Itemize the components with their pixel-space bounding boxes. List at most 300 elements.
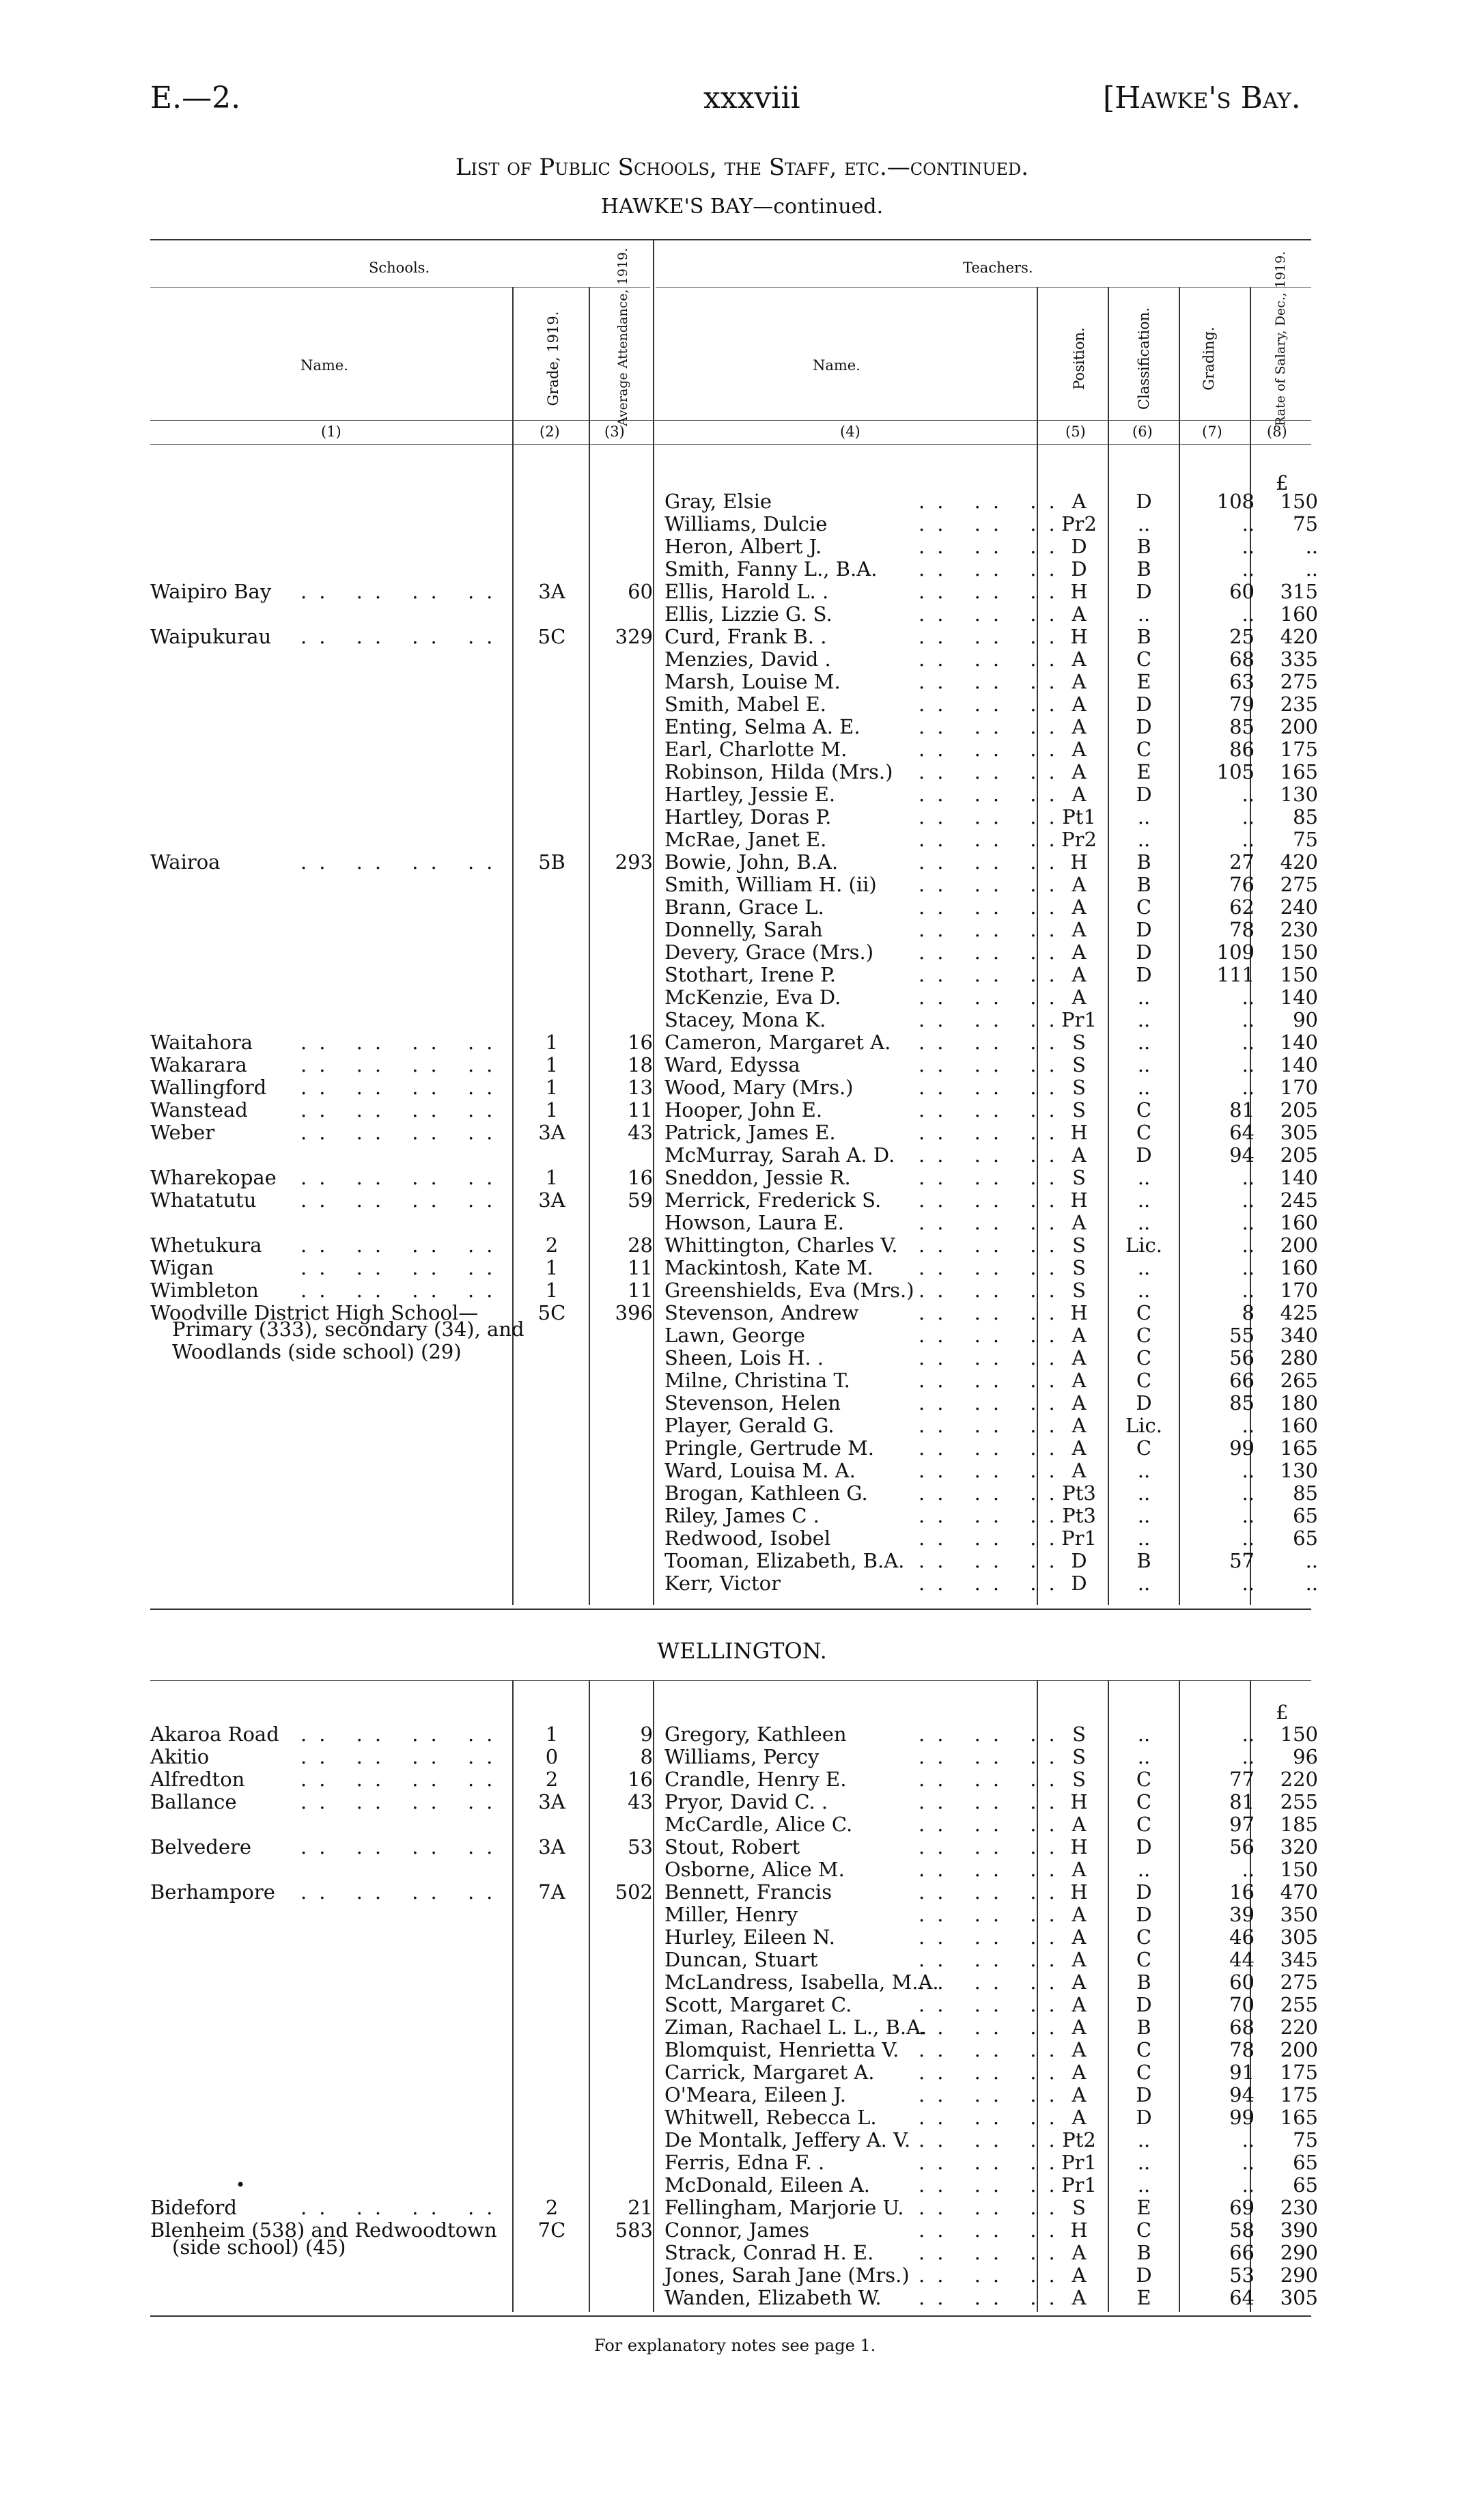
footer-note: For explanatory notes see page 1. (594, 2336, 876, 2355)
leader-dots: .. .. .. (919, 1436, 1067, 1460)
teacher-name: Donnelly, Sarah (664, 918, 823, 941)
salary: 170 (1280, 1076, 1318, 1099)
teacher-name: Enting, Selma A. E. (664, 715, 860, 738)
teacher-name: Gray, Elsie (664, 490, 772, 513)
table-row (0, 581, 1484, 603)
teacher-name: Scott, Margaret C. (664, 1993, 852, 2016)
salary: 150 (1280, 1858, 1318, 1881)
classification: C (1136, 738, 1152, 761)
salary: 85 (1293, 1481, 1318, 1505)
teacher-name: Menzies, David . (664, 647, 831, 671)
position: D (1071, 1549, 1087, 1572)
classification: .. (1137, 986, 1151, 1009)
grading: 68 (1229, 647, 1255, 671)
teacher-name: Bennett, Francis (664, 1880, 832, 1904)
salary: 140 (1280, 986, 1318, 1009)
grading: .. (1242, 1745, 1255, 1768)
position: S (1072, 1723, 1086, 1746)
table-row (0, 1746, 1484, 1768)
position: A (1072, 2038, 1087, 2061)
grading: .. (1242, 1858, 1255, 1881)
currency-symbol: £ (1276, 471, 1289, 495)
table-row (0, 513, 1484, 535)
leader-dots: .. .. .. (919, 760, 1067, 783)
attendance: 583 (615, 2218, 653, 2242)
salary-heading: Rate of Salary, Dec., 1919. (1273, 251, 1288, 426)
teacher-name: Sheen, Lois H. . (664, 1346, 824, 1369)
classification: B (1136, 625, 1151, 648)
grading: 85 (1229, 715, 1255, 738)
table-row (0, 851, 1484, 874)
schools-group-heading: Schools. (369, 260, 430, 276)
salary: 160 (1280, 1211, 1318, 1234)
grading: 109 (1216, 941, 1255, 964)
table-row (0, 603, 1484, 626)
classification: D (1136, 963, 1152, 986)
classification: C (1136, 1098, 1152, 1122)
table-row (0, 1994, 1484, 2016)
position: Pr1 (1061, 1527, 1097, 1550)
classification: B (1136, 873, 1151, 896)
school-name: Akaroa Road (150, 1723, 279, 1746)
grading: .. (1242, 535, 1255, 558)
salary: 185 (1280, 1813, 1318, 1836)
classification: .. (1137, 1723, 1151, 1746)
grading: 78 (1229, 918, 1255, 941)
grade: 2 (545, 2196, 559, 2219)
table-row (0, 626, 1484, 648)
teacher-name: Fellingham, Marjorie U. (664, 2196, 904, 2219)
classification: E (1136, 2286, 1151, 2309)
schools-group-rule (150, 287, 650, 288)
grading: 79 (1229, 693, 1255, 716)
leader-dots: .. .. .. (919, 1121, 1067, 1144)
grading: 77 (1229, 1768, 1255, 1791)
salary: 175 (1280, 738, 1318, 761)
classification: Lic. (1125, 1414, 1162, 1437)
leader-dots: .. .. .. (919, 2038, 1067, 2061)
attendance: 59 (628, 1188, 653, 1212)
salary: 140 (1280, 1166, 1318, 1189)
stray-mark: • (236, 2175, 246, 2195)
table-row (0, 828, 1484, 851)
classification-heading: Classification. (1136, 307, 1152, 410)
teacher-name: De Montalk, Jeffery A. V. (664, 2128, 911, 2151)
leader-dots: .. .. .. (919, 1723, 1067, 1746)
position: Pr1 (1061, 1008, 1097, 1031)
attendance: 60 (628, 580, 653, 603)
school-name: Berhampore (150, 1880, 275, 1904)
salary: 130 (1280, 1459, 1318, 1482)
school-name: Akitio (150, 1745, 210, 1768)
position: A (1072, 1346, 1087, 1369)
teacher-name: Hartley, Doras P. (664, 805, 832, 828)
salary: .. (1305, 1572, 1318, 1595)
position: S (1072, 1166, 1086, 1189)
grade: 1 (545, 1166, 559, 1189)
salary: 90 (1293, 1008, 1318, 1031)
teacher-name: Earl, Charlotte M. (664, 738, 848, 761)
teacher-name: McLandress, Isabella, M.A. (664, 1970, 939, 1994)
attendance: 9 (640, 1723, 653, 1746)
grade: 1 (545, 1053, 559, 1076)
grade: 1 (545, 1256, 559, 1279)
leader-dots: .. .. .. .. (300, 1835, 505, 1858)
position: Pt3 (1062, 1504, 1096, 1527)
leader-dots: .. .. .. (919, 783, 1067, 806)
attendance: 502 (615, 1880, 653, 1904)
col-number-2: (2) (540, 423, 560, 440)
position: A (1072, 1369, 1087, 1392)
leader-dots: .. .. .. .. (300, 2196, 505, 2219)
grading: .. (1242, 1256, 1255, 1279)
table-row (0, 1550, 1484, 1572)
school-name: Waitahora (150, 1031, 253, 1054)
classification: B (1136, 535, 1151, 558)
classification: .. (1137, 1527, 1151, 1550)
table-row (0, 1076, 1484, 1099)
grading: .. (1242, 1481, 1255, 1505)
leader-dots: .. .. .. (919, 1903, 1067, 1926)
leader-dots: .. .. .. (919, 2016, 1067, 2039)
salary: 390 (1280, 2218, 1318, 2242)
leader-dots: .. .. .. (919, 1234, 1067, 1257)
teacher-name: Patrick, James E. (664, 1121, 836, 1144)
position: Pr1 (1061, 2151, 1097, 2174)
position: A (1072, 783, 1087, 806)
leader-dots: .. .. .. (919, 1301, 1067, 1324)
leader-dots: .. .. .. (919, 1143, 1067, 1167)
table-row (0, 1836, 1484, 1858)
grading: 55 (1229, 1324, 1255, 1347)
school-name: Belvedere (150, 1835, 252, 1858)
classification: .. (1137, 2128, 1151, 2151)
col-number-4: (4) (840, 423, 860, 440)
table-row (0, 2151, 1484, 2174)
table-row (0, 1858, 1484, 1881)
leader-dots: .. .. .. (919, 895, 1067, 919)
classification: C (1136, 1436, 1152, 1460)
teacher-name: Brogan, Kathleen G. (664, 1481, 868, 1505)
leader-dots: .. .. .. (919, 2218, 1067, 2242)
school-name: Bideford (150, 2196, 237, 2219)
position: A (1072, 986, 1087, 1009)
classification: D (1136, 918, 1152, 941)
position: D (1071, 535, 1087, 558)
table-row (0, 2039, 1484, 2061)
attendance: 16 (628, 1031, 653, 1054)
salary: 425 (1280, 1301, 1318, 1324)
table-row (0, 1437, 1484, 1460)
grading: 70 (1229, 1993, 1255, 2016)
position: A (1072, 941, 1087, 964)
salary: 85 (1293, 805, 1318, 828)
salary: 160 (1280, 1414, 1318, 1437)
school-name-heading: Name. (300, 357, 348, 374)
teacher-name: Gregory, Kathleen (664, 1723, 847, 1746)
table-row (0, 1482, 1484, 1505)
leader-dots: .. .. .. (919, 738, 1067, 761)
position: S (1072, 1279, 1086, 1302)
teacher-name: Duncan, Stuart (664, 1948, 818, 1971)
position: A (1072, 490, 1087, 513)
attendance: 8 (640, 1745, 653, 1768)
grading: 27 (1229, 850, 1255, 874)
leader-dots: .. .. .. (919, 647, 1067, 671)
leader-dots: .. .. .. (919, 1459, 1067, 1482)
table-row (0, 783, 1484, 806)
grading: .. (1242, 1188, 1255, 1212)
salary: 140 (1280, 1053, 1318, 1076)
leader-dots: .. .. .. .. (300, 1053, 505, 1076)
leader-dots: .. .. .. .. (300, 625, 505, 648)
leader-dots: .. .. .. (919, 2196, 1067, 2219)
salary: 275 (1280, 873, 1318, 896)
classification: D (1136, 2106, 1152, 2129)
salary: 75 (1293, 828, 1318, 851)
classification: C (1136, 647, 1152, 671)
leader-dots: .. .. .. (919, 2083, 1067, 2106)
table-row (0, 2084, 1484, 2106)
grading: 99 (1229, 2106, 1255, 2129)
classification: .. (1137, 1745, 1151, 1768)
grading: 8 (1242, 1301, 1255, 1324)
salary: 180 (1280, 1391, 1318, 1415)
salary: 290 (1280, 2264, 1318, 2287)
teacher-name: McKenzie, Eva D. (664, 986, 841, 1009)
attendance: 43 (628, 1790, 653, 1813)
school-name: Wallingford (150, 1076, 267, 1099)
salary: 150 (1280, 1723, 1318, 1746)
leader-dots: .. .. .. .. (300, 1076, 505, 1099)
salary: 420 (1280, 850, 1318, 874)
leader-dots: .. .. .. .. (300, 1745, 505, 1768)
classification: .. (1137, 1053, 1151, 1076)
teacher-name: Brann, Grace L. (664, 895, 824, 919)
grading: 56 (1229, 1346, 1255, 1369)
salary: 165 (1280, 1436, 1318, 1460)
school-name: Waipiro Bay (150, 580, 272, 603)
position: A (1072, 1324, 1087, 1347)
grading: .. (1242, 1031, 1255, 1054)
grading: .. (1242, 783, 1255, 806)
salary: 345 (1280, 1948, 1318, 1971)
salary: 160 (1280, 602, 1318, 626)
grading: .. (1242, 1234, 1255, 1257)
leader-dots: .. .. .. .. (300, 1279, 505, 1302)
school-name: Wairoa (150, 850, 221, 874)
classification: C (1136, 1813, 1152, 1836)
position: H (1070, 1188, 1088, 1212)
salary: 320 (1280, 1835, 1318, 1858)
position: H (1070, 2218, 1088, 2242)
leader-dots: .. .. .. (919, 1970, 1067, 1994)
leader-dots: .. .. .. (919, 2173, 1067, 2197)
classification: C (1136, 1790, 1152, 1813)
salary: 235 (1280, 693, 1318, 716)
section2-top-rule (150, 1680, 1311, 1681)
classification: C (1136, 1948, 1152, 1971)
leader-dots: .. .. .. (919, 1324, 1067, 1347)
teacher-name: Riley, James C . (664, 1504, 820, 1527)
leader-dots: .. .. .. (919, 805, 1067, 828)
woodville-note-line1: Primary (333), secondary (34), and (172, 1318, 524, 1341)
classification: B (1136, 2241, 1151, 2264)
grading: .. (1242, 1572, 1255, 1595)
col-number-7: (7) (1202, 423, 1222, 440)
attendance: 53 (628, 1835, 653, 1858)
salary: 200 (1280, 1234, 1318, 1257)
salary: 150 (1280, 490, 1318, 513)
position: H (1070, 1301, 1088, 1324)
grading: .. (1242, 1723, 1255, 1746)
teacher-name: Marsh, Louise M. (664, 670, 841, 693)
leader-dots: .. .. .. (919, 1481, 1067, 1505)
table-row (0, 2174, 1484, 2197)
grading: 111 (1216, 963, 1255, 986)
position: A (1072, 1925, 1087, 1949)
leader-dots: .. .. .. (919, 1948, 1067, 1971)
position: A (1072, 1414, 1087, 1437)
leader-dots: .. .. .. (919, 2128, 1067, 2151)
leader-dots: .. .. .. (919, 1211, 1067, 1234)
attendance: 43 (628, 1121, 653, 1144)
leader-dots: .. .. .. (919, 580, 1067, 603)
leader-dots: .. .. .. .. (300, 1880, 505, 1904)
grading: 46 (1229, 1925, 1255, 1949)
leader-dots: .. .. .. (919, 1993, 1067, 2016)
classification: C (1136, 2218, 1152, 2242)
position: A (1072, 647, 1087, 671)
salary: 335 (1280, 647, 1318, 671)
teacher-name: Ziman, Rachael L. L., B.A. (664, 2016, 927, 2039)
salary: 305 (1280, 2286, 1318, 2309)
table-row (0, 1527, 1484, 1550)
salary: 140 (1280, 1031, 1318, 1054)
salary: 315 (1280, 580, 1318, 603)
salary: 220 (1280, 1768, 1318, 1791)
salary: 205 (1280, 1098, 1318, 1122)
grading: 108 (1216, 490, 1255, 513)
leader-dots: .. .. .. (919, 1076, 1067, 1099)
grade: 1 (545, 1098, 559, 1122)
grading: 78 (1229, 2038, 1255, 2061)
position: A (1072, 738, 1087, 761)
woodville-note-line2: Woodlands (side school) (29) (172, 1340, 462, 1363)
leader-dots: .. .. .. (919, 986, 1067, 1009)
table-row (0, 1122, 1484, 1144)
grading: .. (1242, 1076, 1255, 1099)
grade: 2 (545, 1234, 559, 1257)
section-divider (150, 1608, 1311, 1610)
position: Pr2 (1061, 512, 1097, 535)
grading: .. (1242, 1459, 1255, 1482)
position: H (1070, 1121, 1088, 1144)
table-row (0, 2129, 1484, 2151)
leader-dots: .. .. .. (919, 490, 1067, 513)
salary: 175 (1280, 2061, 1318, 2084)
table-row (0, 1791, 1484, 1813)
classification: C (1136, 2061, 1152, 2084)
teacher-name: McRae, Janet E. (664, 828, 827, 851)
teacher-name: Stout, Robert (664, 1835, 800, 1858)
teacher-name: Ellis, Harold L. . (664, 580, 829, 603)
teacher-name: Jones, Sarah Jane (Mrs.) (664, 2264, 910, 2287)
grading: 53 (1229, 2264, 1255, 2287)
position: A (1072, 918, 1087, 941)
blenheim-note-line: (side school) (45) (172, 2236, 346, 2259)
salary: 265 (1280, 1369, 1318, 1392)
leader-dots: .. .. .. (919, 1504, 1067, 1527)
teacher-name: Sneddon, Jessie R. (664, 1166, 851, 1189)
position: H (1070, 1835, 1088, 1858)
classification: C (1136, 1768, 1152, 1791)
leader-dots: .. .. .. (919, 625, 1067, 648)
leader-dots: .. .. .. (919, 1053, 1067, 1076)
table-row (0, 761, 1484, 783)
leader-dots: .. .. .. (919, 1008, 1067, 1031)
leader-dots: .. .. .. (919, 1188, 1067, 1212)
school-name: Ballance (150, 1790, 237, 1813)
teacher-name: Osborne, Alice M. (664, 1858, 845, 1881)
grading: 97 (1229, 1813, 1255, 1836)
table-row (0, 2264, 1484, 2287)
table-row (0, 1369, 1484, 1392)
teacher-name: Carrick, Margaret A. (664, 2061, 875, 2084)
classification: C (1136, 1346, 1152, 1369)
grading: 69 (1229, 2196, 1255, 2219)
salary: 65 (1293, 2151, 1318, 2174)
teacher-name: Curd, Frank B. . (664, 625, 827, 648)
position: A (1072, 2016, 1087, 2039)
classification: B (1136, 557, 1151, 581)
teacher-name: Pringle, Gertrude M. (664, 1436, 875, 1460)
grade-heading: Grade, 1919. (545, 311, 561, 406)
salary: 220 (1280, 2016, 1318, 2039)
leader-dots: .. .. .. (919, 715, 1067, 738)
table-row (0, 1723, 1484, 1746)
table-row (0, 2197, 1484, 2219)
classification: .. (1137, 1166, 1151, 1189)
classification: B (1136, 850, 1151, 874)
table-row (0, 874, 1484, 896)
classification: .. (1137, 2173, 1151, 2197)
classification: E (1136, 760, 1151, 783)
salary: 75 (1293, 512, 1318, 535)
position: A (1072, 2106, 1087, 2129)
position: S (1072, 1768, 1086, 1791)
table-row (0, 1257, 1484, 1279)
classification: .. (1137, 602, 1151, 626)
position: A (1072, 760, 1087, 783)
leader-dots: .. .. .. .. (300, 1166, 505, 1189)
school-name: Wigan (150, 1256, 214, 1279)
salary: 65 (1293, 1527, 1318, 1550)
leader-dots: .. .. .. (919, 1572, 1067, 1595)
grading: 105 (1216, 760, 1255, 783)
table-row (0, 2287, 1484, 2309)
grade: 1 (545, 1279, 559, 1302)
col-number-5: (5) (1065, 423, 1086, 440)
school-name: Waipukurau (150, 625, 272, 648)
position: A (1072, 2083, 1087, 2106)
classification: C (1136, 2038, 1152, 2061)
table-row (0, 1167, 1484, 1189)
teacher-name: Howson, Laura E. (664, 1211, 845, 1234)
salary: 130 (1280, 783, 1318, 806)
classification: .. (1137, 1008, 1151, 1031)
currency-symbol-2: £ (1276, 1701, 1289, 1724)
